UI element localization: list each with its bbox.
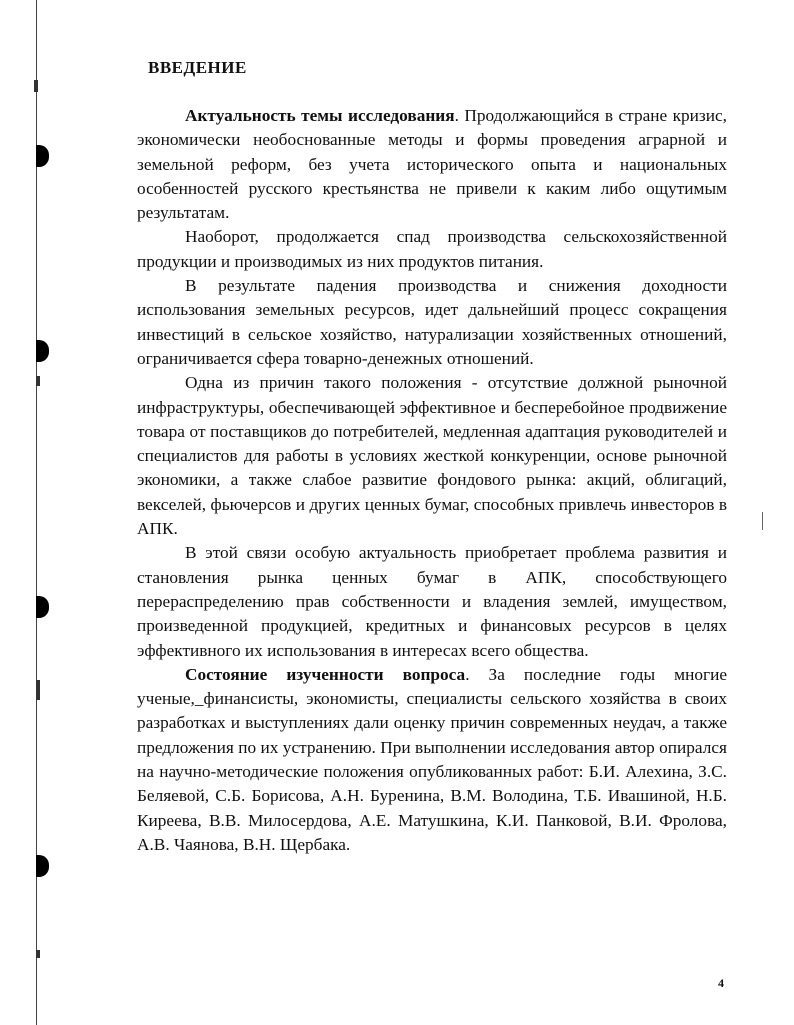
paragraph: Одна из причин такого положения - отсутствие должной рыночной инфраструктуры, обеспечивающей эффективное и бесперебойное продвижение товара от поставщиков до потребителей, медленная адаптация руководителей и специалистов для работы в условиях жесткой конкуренции, основе рыночной экономики, а также слабое развитие фондового рынка: акций, облигаций, векселей, фьючерсов и других ценных бумаг, способных привлечь инвесторов в АПК.	[137, 373, 727, 539]
body-text	[137, 104, 727, 857]
scan-artifact	[36, 950, 40, 958]
paragraph: В этой связи особую актуальность приобретает проблема развития и становления рынка ценных бумаг в АПК, способствующего перераспределению прав собственности и владения землей, имуществом, произведенной продукцией, кредитных и финансовых ресурсов в целях эффективного их использования в интересах всего общества.	[137, 543, 727, 660]
section-heading: ВВЕДЕНИЕ	[148, 58, 247, 77]
paragraph-text: . За последние годы многие ученые,_финансисты, экономисты, специалисты сельского хозяйства в своих разработках и выступлениях дали оценку причин современных неудач, а также предложения по их устранению. При выполнении исследования автор опирался на научно-методические положения опубликованных работ: Б.И. Алехина, З.С. Беляевой, С.Б. Борисова, А.Н. Буренина, В.М. Володина, Т.Б. Ивашиной, Н.Б. Киреева, В.В. Милосердова, А.Е. Матушкина, К.И. Панковой, В.И. Фролова, А.В. Чаянова, В.Н. Щербака.	[137, 664, 727, 854]
scan-artifact	[36, 680, 40, 700]
paragraph-lead: Актуальность темы исследования	[185, 106, 455, 125]
scan-artifact	[762, 512, 763, 530]
punch-hole-mark	[36, 340, 49, 362]
paragraph: В результате падения производства и снижения доходности использования земельных ресурсов, идет дальнейший процесс сокращения инвестиций в сельское хозяйство, натурализации хозяйственных отношений, ограничивается сфера товарно-денежных отношений.	[137, 276, 727, 368]
paragraph-study-state	[137, 663, 727, 857]
scan-artifact	[34, 80, 38, 92]
punch-hole-mark	[36, 596, 49, 618]
punch-hole-mark	[36, 145, 49, 167]
paragraph-relevance	[137, 104, 727, 225]
paragraph-text: . Продолжающийся в стране кризис, экономически необоснованные методы и формы проведения аграрной и земельной реформ, без учета исторического опыта и национальных особенностей русского крестьянства не привели к каким либо ощутимым результатам.	[137, 106, 727, 223]
paragraph: Наоборот, продолжается спад производства сельскохозяйственной продукции и производимых из них продуктов питания.	[137, 227, 727, 271]
paragraph-lead: Состояние изученности вопроса	[185, 664, 466, 684]
scan-artifact	[36, 376, 40, 386]
punch-hole-mark	[36, 855, 49, 877]
page-number: 4	[718, 976, 724, 990]
